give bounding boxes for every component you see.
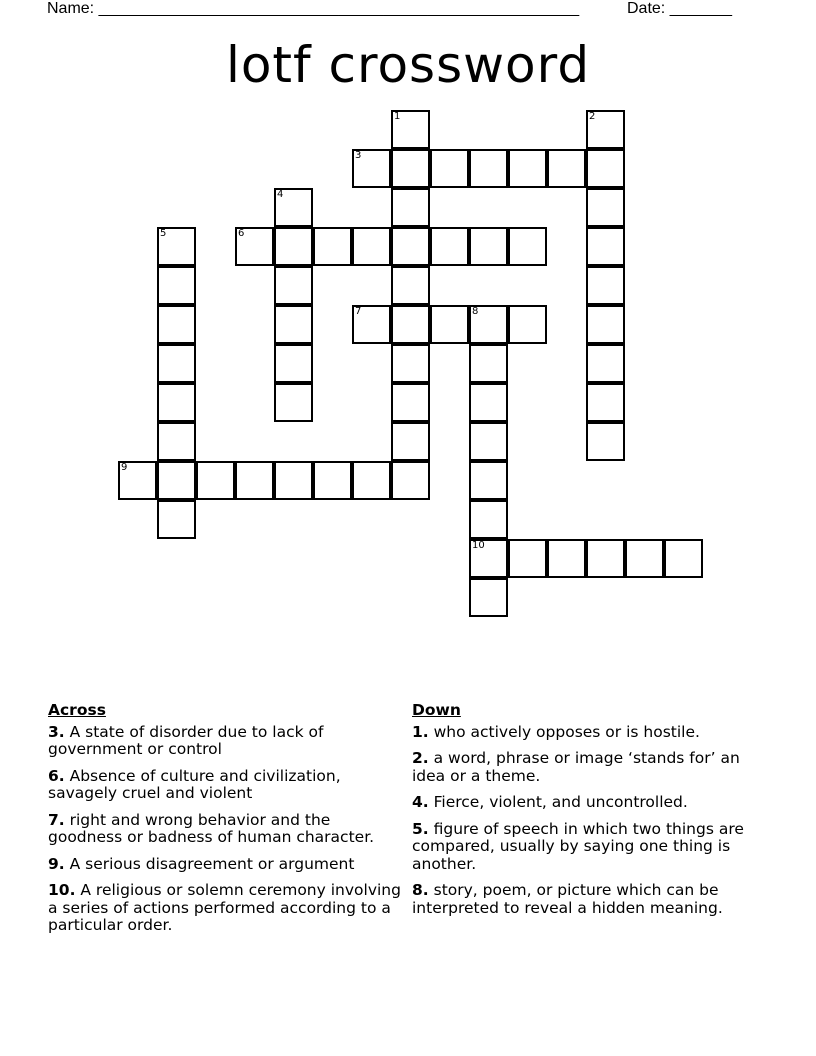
clue-number: 5. bbox=[412, 819, 429, 838]
down-clue bbox=[412, 724, 772, 742]
clue-text: a word, phrase or image ‘stands for’ an idea or a theme. bbox=[412, 749, 740, 785]
clue-text: Fierce, violent, and uncontrolled. bbox=[428, 793, 688, 811]
down-clue bbox=[412, 794, 772, 812]
grid-cell[interactable] bbox=[469, 305, 508, 344]
clue-text: A state of disorder due to lack of government or control bbox=[48, 722, 324, 758]
across-heading: Across bbox=[48, 701, 106, 719]
clue-number: 2 bbox=[589, 111, 596, 122]
clue-text: A serious disagreement or argument bbox=[64, 854, 355, 873]
grid-cell[interactable] bbox=[469, 422, 508, 461]
clue-text: Absence of culture and civilization, savagely cruel and violent bbox=[48, 766, 341, 802]
grid-cell[interactable] bbox=[352, 227, 391, 266]
clue-number: 8. bbox=[412, 881, 429, 899]
grid-cell[interactable] bbox=[547, 149, 586, 188]
grid-cell[interactable] bbox=[586, 266, 625, 305]
grid-cell[interactable] bbox=[586, 344, 625, 383]
down-clue bbox=[412, 821, 772, 874]
across-clue bbox=[48, 882, 403, 935]
clue-number: 3 bbox=[355, 150, 362, 161]
grid-cell[interactable] bbox=[391, 305, 430, 344]
grid-cell[interactable] bbox=[313, 227, 352, 266]
grid-cell[interactable] bbox=[391, 149, 430, 188]
grid-cell[interactable] bbox=[391, 383, 430, 422]
grid-cell[interactable] bbox=[391, 188, 430, 227]
grid-cell[interactable] bbox=[352, 305, 391, 344]
grid-cell[interactable] bbox=[469, 227, 508, 266]
grid-cell[interactable] bbox=[157, 266, 196, 305]
date-label: Date: _______ bbox=[627, 0, 732, 17]
across-clue bbox=[48, 856, 403, 874]
clue-number: 6. bbox=[48, 766, 65, 785]
grid-cell[interactable] bbox=[430, 305, 469, 344]
grid-cell[interactable] bbox=[469, 461, 508, 500]
down-heading: Down bbox=[412, 701, 461, 719]
clue-number: 9 bbox=[121, 462, 128, 473]
grid-cell[interactable] bbox=[235, 461, 274, 500]
grid-cell[interactable] bbox=[625, 539, 664, 578]
grid-cell[interactable] bbox=[430, 227, 469, 266]
grid-cell[interactable] bbox=[235, 227, 274, 266]
clue-number: 6 bbox=[238, 228, 245, 239]
across-clue bbox=[48, 812, 403, 847]
clue-number: 9. bbox=[48, 854, 65, 873]
grid-cell[interactable] bbox=[157, 344, 196, 383]
clue-number: 7 bbox=[355, 306, 362, 317]
down-clues bbox=[412, 702, 772, 926]
grid-cell[interactable] bbox=[391, 227, 430, 266]
grid-cell[interactable] bbox=[469, 344, 508, 383]
clue-number: 10. bbox=[48, 881, 76, 899]
grid-cell[interactable] bbox=[508, 305, 547, 344]
clue-number: 5 bbox=[160, 228, 167, 239]
grid-cell[interactable] bbox=[196, 461, 235, 500]
clue-number: 2. bbox=[412, 749, 429, 767]
grid-cell[interactable] bbox=[157, 461, 196, 500]
grid-cell[interactable] bbox=[469, 500, 508, 539]
grid-cell[interactable] bbox=[547, 539, 586, 578]
grid-cell[interactable] bbox=[508, 227, 547, 266]
grid-cell[interactable] bbox=[586, 305, 625, 344]
clue-text: A religious or solemn ceremony involving a series of actions performed according to a particular order. bbox=[48, 881, 401, 934]
grid-cell[interactable] bbox=[274, 266, 313, 305]
grid-cell[interactable] bbox=[586, 227, 625, 266]
grid-cell[interactable] bbox=[469, 383, 508, 422]
grid-cell[interactable] bbox=[118, 461, 157, 500]
down-clue bbox=[412, 882, 772, 917]
clue-text: figure of speech in which two things are compared, usually by saying one thing is another. bbox=[412, 819, 744, 873]
grid-cell[interactable] bbox=[274, 227, 313, 266]
clue-number: 3. bbox=[48, 722, 65, 741]
grid-cell[interactable] bbox=[157, 422, 196, 461]
clue-text: right and wrong behavior and the goodness or badness of human character. bbox=[48, 810, 375, 846]
grid-cell[interactable] bbox=[469, 149, 508, 188]
across-clue bbox=[48, 724, 403, 759]
clue-number: 10 bbox=[472, 540, 485, 551]
grid-cell[interactable] bbox=[586, 188, 625, 227]
grid-cell[interactable] bbox=[274, 305, 313, 344]
grid-cell[interactable] bbox=[586, 110, 625, 149]
clue-number: 8 bbox=[472, 306, 479, 317]
page-title: lotf crossword bbox=[225, 36, 591, 94]
name-label: Name: ______________________________________________________ bbox=[47, 0, 580, 17]
grid-cell[interactable] bbox=[430, 149, 469, 188]
grid-cell[interactable] bbox=[391, 344, 430, 383]
grid-cell[interactable] bbox=[586, 383, 625, 422]
grid-cell[interactable] bbox=[274, 188, 313, 227]
grid-cell[interactable] bbox=[469, 578, 508, 617]
grid-cell[interactable] bbox=[274, 461, 313, 500]
grid-cell[interactable] bbox=[391, 422, 430, 461]
grid-cell[interactable] bbox=[586, 539, 625, 578]
clue-text: who actively opposes or is hostile. bbox=[428, 722, 700, 741]
down-clue bbox=[412, 750, 772, 785]
across-clues bbox=[48, 702, 403, 944]
grid-cell[interactable] bbox=[352, 461, 391, 500]
clue-number: 7. bbox=[48, 810, 65, 829]
clue-number: 4. bbox=[412, 793, 429, 811]
grid-cell[interactable] bbox=[157, 383, 196, 422]
grid-cell[interactable] bbox=[508, 539, 547, 578]
clue-number: 4 bbox=[277, 189, 284, 200]
grid-cell[interactable] bbox=[586, 422, 625, 461]
grid-cell[interactable] bbox=[157, 500, 196, 539]
grid-cell[interactable] bbox=[274, 383, 313, 422]
grid-cell[interactable] bbox=[352, 149, 391, 188]
grid-cell[interactable] bbox=[469, 539, 508, 578]
grid-cell[interactable] bbox=[664, 539, 703, 578]
clue-number: 1 bbox=[394, 111, 401, 122]
clue-number: 1. bbox=[412, 722, 429, 741]
grid-cell[interactable] bbox=[313, 461, 352, 500]
clue-text: story, poem, or picture which can be interpreted to reveal a hidden meaning. bbox=[412, 881, 723, 917]
grid-cell[interactable] bbox=[586, 149, 625, 188]
grid-cell[interactable] bbox=[391, 266, 430, 305]
grid-cell[interactable] bbox=[391, 461, 430, 500]
across-clue bbox=[48, 768, 403, 803]
grid-cell[interactable] bbox=[157, 305, 196, 344]
grid-cell[interactable] bbox=[157, 227, 196, 266]
grid-cell[interactable] bbox=[274, 344, 313, 383]
grid-cell[interactable] bbox=[508, 149, 547, 188]
grid-cell[interactable] bbox=[391, 110, 430, 149]
